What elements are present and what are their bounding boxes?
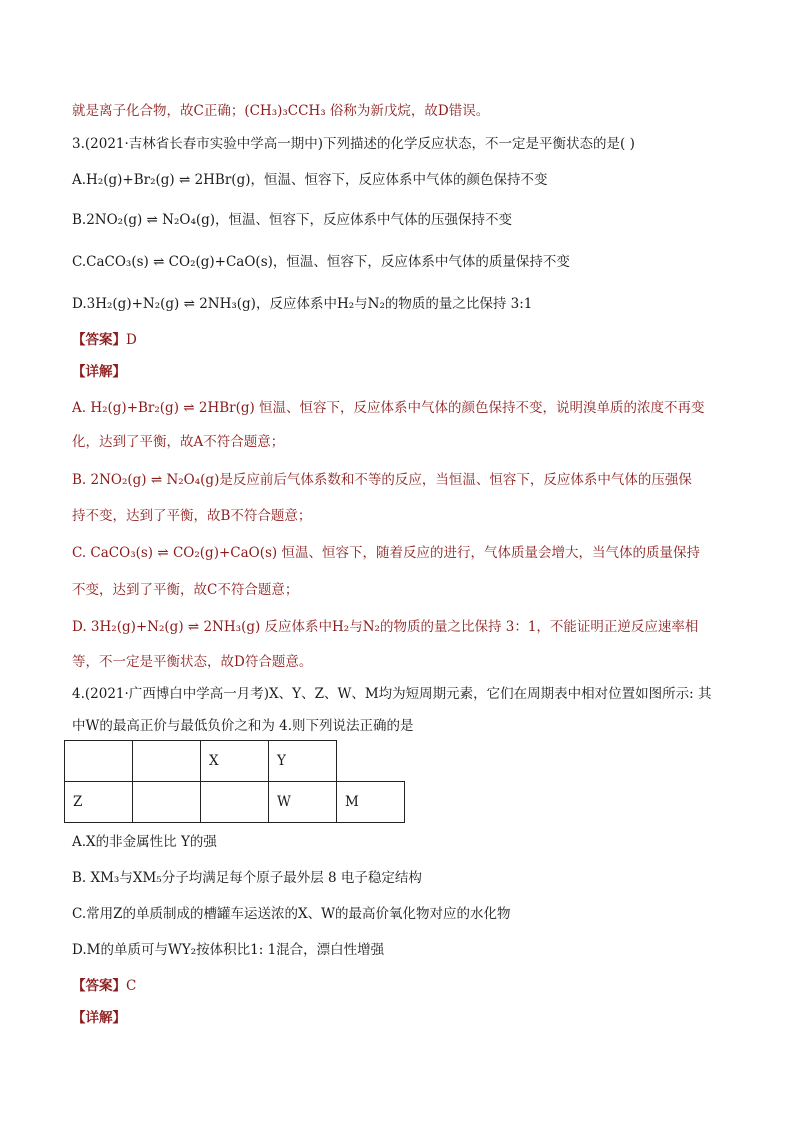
detail-c-line-2: 不变，达到了平衡，故C不符合题意；: [72, 582, 299, 598]
periodic-table-grid: [64, 740, 405, 823]
detail-d-line-1: D. 3H₂(g)+N₂(g) ⇌ 2NH₃(g) 反应体系中H₂与N₂的物质的量之比保持 3：1，不能证明正逆反应速率相: [72, 619, 699, 635]
detail-b-line-2: 持不变，达到了平衡，故B不符合题意；: [72, 508, 312, 524]
question-4-answer: [72, 976, 136, 996]
question-4-option-d: D.M的单质可与WY₂按体积比1: 1混合，漂白性增强: [72, 942, 385, 958]
detail-tag: 【详解】: [72, 1010, 126, 1026]
question-3-detail-heading: [72, 362, 126, 382]
table-cell: X: [201, 741, 269, 782]
table-cell: Z: [65, 782, 133, 823]
answer-tag: 【答案】: [72, 332, 126, 348]
text-line: 就是离子化合物，故C正确；(CH₃)₃CCH₃ 俗称为新戊烷，故D错误。: [72, 103, 490, 119]
question-4-option-b: B. XM₃与XM₅分子均满足每个原子最外层 8 电子稳定结构: [72, 870, 422, 886]
detail-c-line-1: C. CaCO₃(s) ⇌ CO₂(g)+CaO(s) 恒温、恒容下，随着反应的进行，气体质量会增大，当气体的质量保持: [72, 545, 700, 561]
table-cell: [65, 741, 133, 782]
table-cell: [133, 782, 201, 823]
table-row: [65, 741, 405, 782]
detail-a-line-2: 化，达到了平衡，故A不符合题意；: [72, 434, 285, 450]
detail-d-line-2: 等，不一定是平衡状态，故D符合题意。: [72, 654, 313, 670]
question-3-option-c: C.CaCO₃(s) ⇌ CO₂(g)+CaO(s)，恒温、恒容下，反应体系中气体的质量保持不变: [72, 254, 570, 270]
question-3-option-d: D.3H₂(g)+N₂(g) ⇌ 2NH₃(g)，反应体系中H₂与N₂的物质的量之比保持 3:1: [72, 296, 533, 312]
question-4-detail-heading: [72, 1008, 126, 1028]
question-4-option-c: C.常用Z的单质制成的槽罐车运送浓的X、W的最高价氧化物对应的水化物: [72, 906, 511, 922]
detail-a-line-1: A. H₂(g)+Br₂(g) ⇌ 2HBr(g) 恒温、恒容下，反应体系中气体的颜色保持不变，说明溴单质的浓度不再变: [72, 400, 705, 416]
answer-value: D: [126, 332, 137, 348]
detail-b-line-1: B. 2NO₂(g) ⇌ N₂O₄(g)是反应前后气体系数和不等的反应，当恒温、恒容下，反应体系中气体的压强保: [72, 472, 692, 488]
question-4-title-line-1: 4.(2021·广西博白中学高一月考)X、Y、Z、W、M均为短周期元素，它们在周期表中相对位置如图所示: 其: [72, 686, 712, 702]
table-cell: M: [337, 782, 405, 823]
question-3-option-b: B.2NO₂(g) ⇌ N₂O₄(g)，恒温、恒容下，反应体系中气体的压强保持不变: [72, 212, 513, 228]
table-cell: Y: [269, 741, 337, 782]
table-cell: [133, 741, 201, 782]
question-3-option-a: A.H₂(g)+Br₂(g) ⇌ 2HBr(g)，恒温、恒容下，反应体系中气体的颜色保持不变: [72, 172, 548, 188]
table-cell: [337, 741, 405, 782]
table-cell: W: [269, 782, 337, 823]
table-row: [65, 782, 405, 823]
question-3-title: 3.(2021·吉林省长春市实验中学高一期中)下列描述的化学反应状态，不一定是平衡状态的是( ): [72, 136, 635, 152]
question-4-title-line-2: 中W的最高正价与最低负价之和为 4.则下列说法正确的是: [72, 718, 414, 734]
answer-tag: 【答案】: [72, 978, 126, 994]
detail-tag: 【详解】: [72, 364, 126, 380]
answer-value: C: [126, 978, 137, 994]
question-4-option-a: A.X的非金属性比 Y的强: [72, 834, 217, 850]
table-cell: [201, 782, 269, 823]
question-3-answer: [72, 330, 137, 350]
